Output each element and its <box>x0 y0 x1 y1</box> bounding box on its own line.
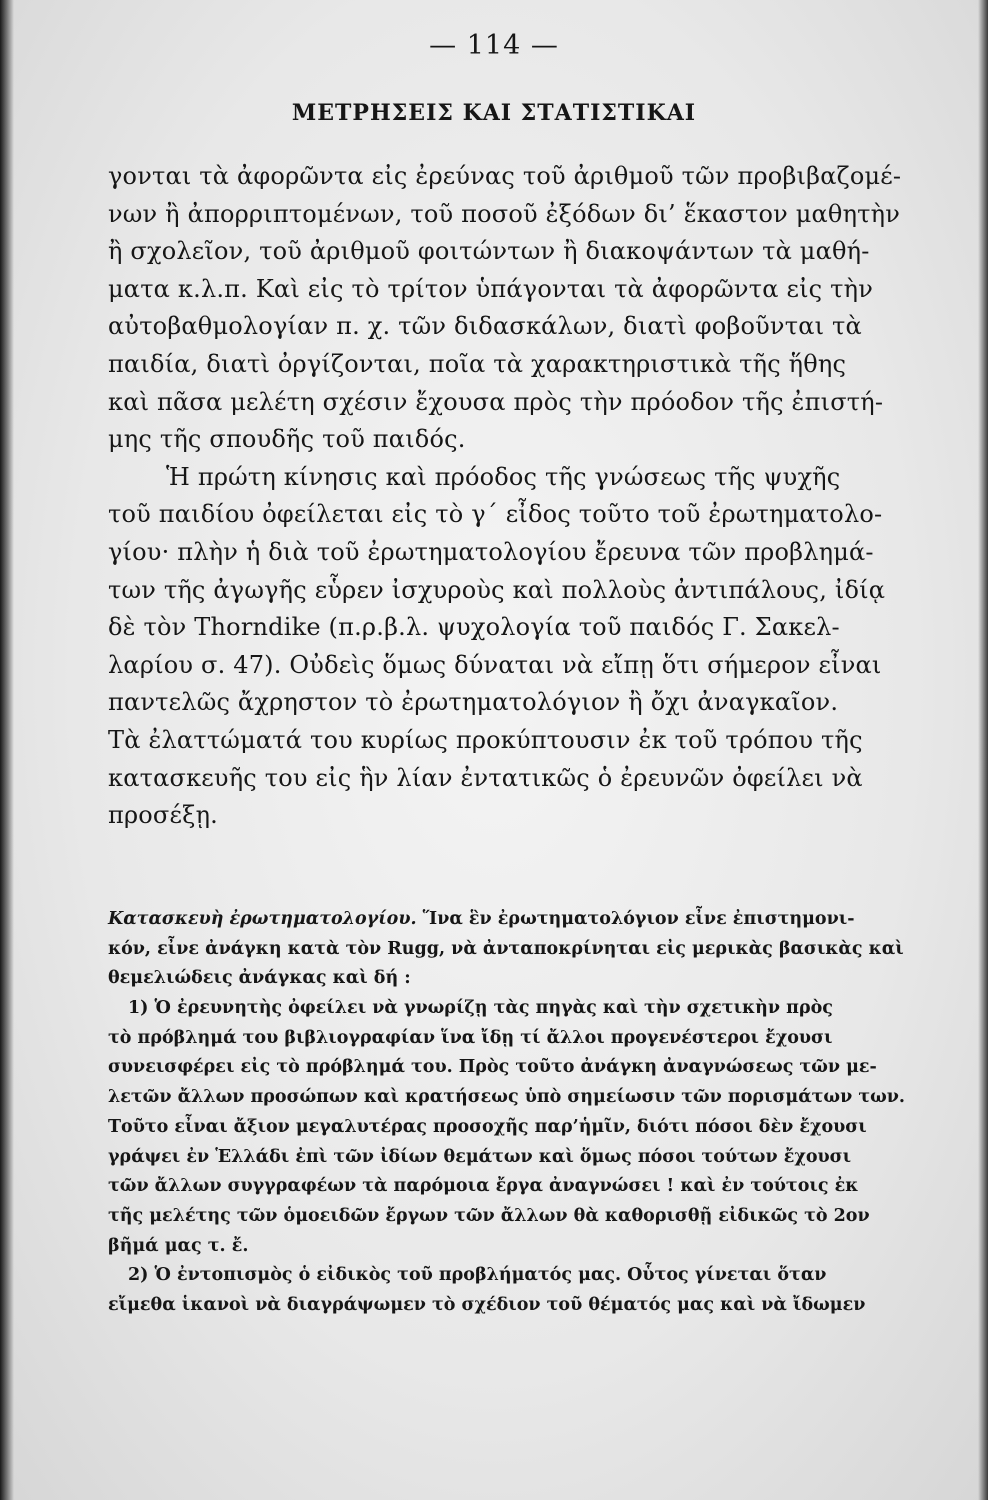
text-line: ἢ σχολεῖον, τοῦ ἀριθμοῦ φοιτώντων ἢ διακοψάντων τὰ μαθή- <box>108 237 870 266</box>
notes-line: τῆς μελέτης τῶν ὁμοειδῶν ἔργων τῶν ἄλλων θὰ καθορισθῇ εἰδικῶς τὸ 2ον <box>108 1205 870 1226</box>
notes-first-line <box>108 905 928 935</box>
notes-line: τῶν ἄλλων συγγραφέων τὰ παρόμοια ἔργα ἀναγνώσει ! καὶ ἐν τούτοις ἐκ <box>108 1176 859 1197</box>
text-line: ματα κ.λ.π. Καὶ εἰς τὸ τρίτον ὑπάγονται τὰ ἀφορῶντα εἰς τὴν <box>108 274 873 303</box>
notes-line: θεμελιώδεις ἀνάγκας καὶ δή : <box>108 968 411 989</box>
notes-heading: Κατασκευὴ ἐρωτηματολογίου. <box>108 909 417 929</box>
text-line: λαρίου σ. 47). Οὐδεὶς ὅμως δύναται νὰ εἴπῃ ὅτι σήμερον εἶναι <box>108 650 882 679</box>
text-line: προσέξῃ. <box>108 801 218 830</box>
text-line: Τὰ ἐλαττώματά του κυρίως προκύπτουσιν ἐκ τοῦ τρόπου τῆς <box>108 725 863 754</box>
notes-line: εἴμεθα ἱκανοὶ νὰ διαγράψωμεν τὸ σχέδιον τοῦ θέματός μας καὶ νὰ ἴδωμεν <box>108 1294 866 1315</box>
text-line: αὐτοβαθμολογίαν π. χ. τῶν διδασκάλων, διατὶ φοβοῦνται τὰ <box>108 312 862 341</box>
text-line: παιδία, διατὶ ὀργίζονται, ποῖα τὰ χαρακτηριστικὰ τῆς ἥθης <box>108 349 847 378</box>
text-line: μης τῆς σπουδῆς τοῦ παιδός. <box>108 425 466 454</box>
numbered-item-start: 2) Ὁ ἐντοπισμὸς ὁ εἰδικὸς τοῦ προβλήματός μας. Οὗτος γίνεται ὅταν <box>128 1265 827 1286</box>
text-line: των τῆς ἀγωγῆς εὗρεν ἰσχυροὺς καὶ πολλοὺς ἀντιπάλους, ἰδίᾳ <box>108 575 886 604</box>
text-line: δὲ τὸν Thorndike (π.ρ.β.λ. ψυχολογία τοῦ παιδός Γ. Σακελ- <box>108 613 840 642</box>
running-head: ΜΕΤΡΗΣΕΙΣ ΚΑΙ ΣΤΑΤΙΣΤΙΚΑΙ <box>291 100 697 126</box>
paragraph-start-line: Ἡ πρώτη κίνησις καὶ πρόοδος τῆς γνώσεως τῆς ψυχῆς <box>166 462 841 491</box>
page-number: — 114 — <box>429 30 559 61</box>
notes-line: Τοῦτο εἶναι ἄξιον μεγαλυτέρας προσοχῆς παρ’ἡμῖν, διότι πόσοι δὲν ἔχουσι <box>108 1116 867 1137</box>
text-line: παντελῶς ἄχρηστον τὸ ἐρωτηματολόγιον ἢ ὄχι ἀναγκαῖον. <box>108 688 839 717</box>
main-text <box>108 158 950 835</box>
notes-line: λετῶν ἄλλων προσώπων καὶ κρατήσεως ὑπὸ σημείωσιν τῶν πορισμάτων των. <box>108 1087 906 1108</box>
text-line: νων ἢ ἀπορριπτομένων, τοῦ ποσοῦ ἐξόδων δι’ ἕκαστον μαθητὴν <box>108 199 900 228</box>
notes-line-text: Ἵνα ἓν ἐρωτηματολόγιον εἶνε ἐπιστημονι- <box>422 909 855 929</box>
notes-line: βῆμά μας τ. ἔ. <box>108 1235 249 1256</box>
text-line: γίου· πλὴν ἡ διὰ τοῦ ἐρωτηματολογίου ἔρευνα τῶν προβλημά- <box>108 537 874 566</box>
notes-line: γράψει ἐν Ἑλλάδι ἐπὶ τῶν ἰδίων θεμάτων καὶ ὅμως πόσοι τούτων ἔχουσι <box>108 1146 852 1167</box>
numbered-item-start: 1) Ὁ ἐρευνητὴς ὀφείλει νὰ γνωρίζῃ τὰς πηγὰς καὶ τὴν σχετικὴν πρὸς <box>128 998 833 1019</box>
text-line: γονται τὰ ἀφορῶντα εἰς ἐρεύνας τοῦ ἀριθμοῦ τῶν προβιβαζομέ- <box>108 162 902 190</box>
text-line: κατασκευῆς του εἰς ἣν λίαν ἐντατικῶς ὁ ἐρευνῶν ὀφείλει νὰ <box>108 763 863 792</box>
notes-line: συνεισφέρει εἰς τὸ πρόβλημά του. Πρὸς τοῦτο ἀνάγκη ἀναγνώσεως τῶν με- <box>108 1057 877 1078</box>
notes-line: κόν, εἶνε ἀνάγκη κατὰ τὸν Rugg, νὰ ἀνταποκρίνηται εἰς μερικὰς βασικὰς καὶ <box>108 938 904 959</box>
notes-line: τὸ πρόβλημά του βιβλιογραφίαν ἵνα ἴδῃ τί ἄλλοι προγενέστεροι ἔχουσι <box>108 1027 833 1048</box>
notes-text <box>108 905 928 1321</box>
text-line: τοῦ παιδίου ὀφείλεται εἰς τὸ γ΄ εἶδος τοῦτο τοῦ ἐρωτηματολο- <box>108 500 883 529</box>
text-line: καὶ πᾶσα μελέτη σχέσιν ἔχουσα πρὸς τὴν πρόοδον τῆς ἐπιστή- <box>108 387 884 416</box>
